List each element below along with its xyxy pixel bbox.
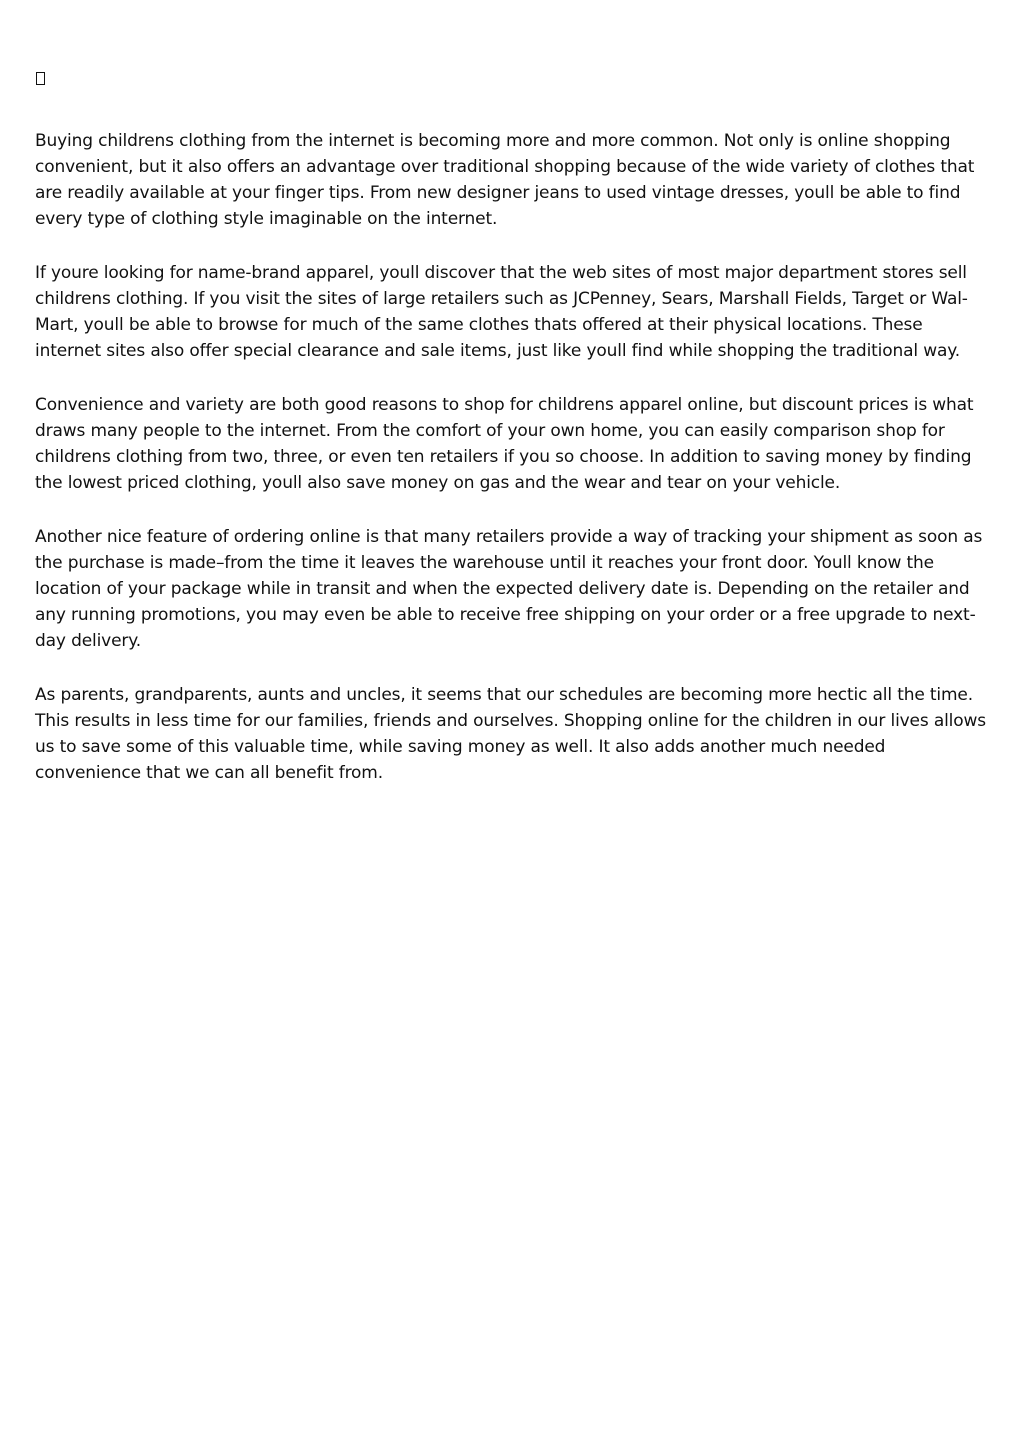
paragraph-5-after-link: our families, friends and ourselves. Shopping online for the children in our lives allows us to save some of this valuable time, while saving money as well. It also adds another much needed convenience that we can all benefit from. xyxy=(35,711,986,783)
document-page xyxy=(35,62,993,814)
paragraph-5 xyxy=(35,682,993,786)
article-body xyxy=(35,128,993,786)
paragraph-5-before-link: As parents, grandparents, aunts and uncles, it seems that our schedules are becoming more hectic all the time. This results in less time for xyxy=(35,685,973,731)
paragraph-3: Convenience and variety are both good reasons to shop for childrens apparel online, but discount prices is what draws many people to the internet. From the comfort of your own home, you can easily comparison shop for childrens clothing from two, three, or even ten retailers if you so choose. In addition to saving money by finding the lowest priced clothing, youll also save money on gas and the wear and tear on your vehicle. xyxy=(35,395,974,493)
paragraph-4: Another nice feature of ordering online is that many retailers provide a way of tracking your shipment as soon as the purchase is made–from the time it leaves the warehouse until it reaches your front door. Youll know the location of your package while in transit and when the expected delivery date is. Depending on the retailer and any running promotions, you may even be able to receive free shipping on your order or a free upgrade to next-day delivery. xyxy=(35,527,983,651)
missing-glyph-icon xyxy=(35,62,993,89)
paragraph-1: Buying childrens clothing from the internet is becoming more and more common. Not only is online shopping convenient, but it also offers an advantage over traditional shopping because of the wide variety of clothes that are readily available at your finger tips. From new designer jeans to used vintage dresses, youll be able to find every type of clothing style imaginable on the internet. xyxy=(35,131,975,229)
paragraph-2: If youre looking for name-brand apparel, youll discover that the web sites of most major department stores sell childrens clothing. If you visit the sites of large retailers such as JCPenney, Sears, Marshall Fields, Target or Wal-Mart, youll be able to browse for much of the same clothes thats offered at their physical locations. These internet sites also offer special clearance and sale items, just like youll find while shopping the traditional way. xyxy=(35,263,968,361)
